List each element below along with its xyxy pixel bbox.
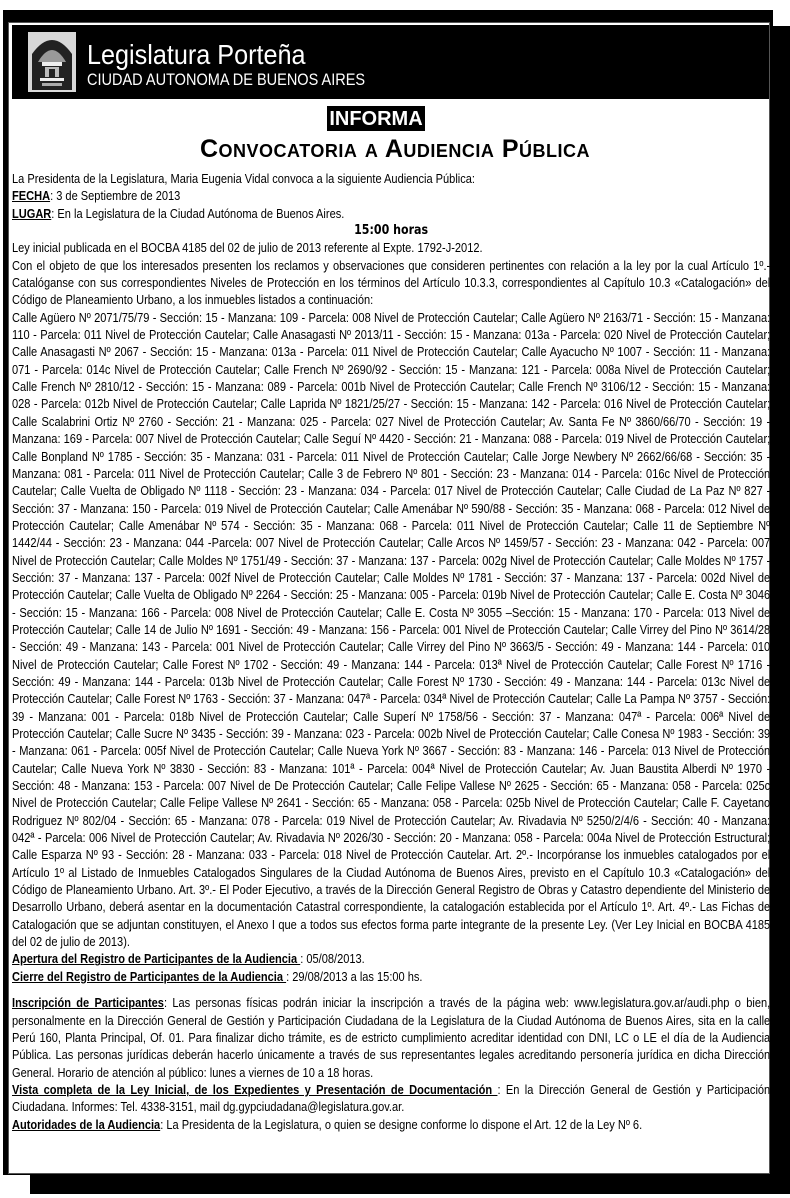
lugar-label: LUGAR xyxy=(12,205,52,221)
vista-label: Vista completa de la Ley Inicial, de los Expedientes y Presentación de Documentación xyxy=(12,1081,498,1097)
inscripcion-value: : Las personas físicas podrán iniciar la inscripción a través de la página web: www.legislatura.gov.ar/audi.php o bien, personalmente en la Dirección General de Gestión y Participación Ciudadana de la Legislatura de la Ciudad Autónoma de Buenos Aires, sita en la calle Perú 160, Planta Principal, Of. 01. Para finalizar dicho trámite, es de estricto cumplimiento acreditar identidad con DNI, LC o LE el día de la Audiencia Pública. Las personas jurídicas deberán hacerlo únicamente a través de sus representantes legales acreditando personería jurídica en dicha Dirección General. Horario de atención al público: lunes a viernes de 10 a 18 horas. xyxy=(12,995,771,1080)
inmuebles-list: Calle Agüero Nº 2071/75/79 - Sección: 15 - Manzana: 109 - Parcela: 008 Nivel de Protección Cautelar; Calle Agüero Nº 2163/71 - Sección: 15 - Manzana: 110 - Parcela: 011 Nivel de Protección Cautelar; Calle Anasagasti Nº 2013/11 - Sección: 15 - Manzana: 013a - Parcela: 020 Nivel de Protección Cautelar; Calle Anasagasti Nº 2067 - Sección: 15 - Manzana: 013a - Parcela: 011 Nivel de Protección Cautelar; Calle Ayacucho Nº 1007 - Sección: 11 - Manzana: 071 - Parcela: 014c Nivel de Protección Cautelar; Calle French Nº 2690/92 - Sección: 15 - Manzana: 121 - Parcela: 008a Nivel de Protección Cautelar; Calle French Nº 2810/12 - Sección: 15 - Manzana: 089 - Parcela: 001b Nivel de Protección Cautelar; Calle French Nº 3106/12 - Sección: 15 - Manzana: 028 - Parcela: 012b Nivel de Protección Cautelar; Calle Laprida Nº 1821/25/27 - Sección: 15 - Manzana: 142 - Parcela: 016 Nivel de Protección Cautelar; Calle Scalabrini Ortiz Nº 2760 - Sección: 21 - Manzana: 025 - Parcela: 027 Nivel de Protección Cautelar; Av. Santa Fe Nº 3860/66/70 - Sección: 19 - Manzana: 169 - Parcela: 007 Nivel de Protección Cautelar; Calle Seguí Nº 4420 - Sección: 21 - Manzana: 088 - Parcela: 019 Nivel de Protección Cautelar; Calle Bonpland Nº 1785 - Sección: 35 - Manzana: 031 - Parcela: 011 Nivel de Protección Cautelar; Calle Jorge Newbery Nº 2662/66/68 - Sección: 35 - Manzana: 081 - Parcela: 011 Nivel de Protección Cautelar; Calle 3 de Febrero Nº 801 - Sección: 23 - Manzana: 014 - Parcela: 016c Nivel de Protección Cautelar; Calle Vuelta de Obligado Nº 1118 - Sección: 23 - Manzana: 034 - Parcela: 017 Nivel de Protección Cautelar; Calle Ciudad de La Paz Nº 827 - Sección: 37 - Manzana: 150 - Parcela: 019 Nivel de Protección Cautelar; Calle Amenábar Nº 590/88 - Sección: 35 - Manzana: 068 - Parcela: 012 Nivel de Protección Cautelar; Calle Amenábar Nº 574 - Sección: 35 - Manzana: 068 - Parcela: 011 Nivel de Protección Cautelar; Calle 11 de Septiembre Nº 1442/44 - Sección: 23 - Manzana: 044 -Parcela: 007 Nivel de Protección Cautelar; Calle Arcos Nº 1459/57 - Sección: 23 - Manzana: 042 - Parcela: 007 Nivel de Protección Cautelar; Calle Moldes Nº 1751/49 - Sección: 37 - Manzana: 137 - Parcela: 002g Nivel de Protección Cautelar; Calle Moldes Nº 1757 - Sección: 37 - Manzana: 137 - Parcela: 002f Nivel de Protección Cautelar; Calle Moldes Nº 1781 - Sección: 37 - Manzana: 137 - Parcela: 002d Nivel de Protección Cautelar; Calle Vuelta de Obligado Nº 2264 - Sección: 25 - Manzana: 005 - Parcela: 019b Nivel de Protección Cautelar; Calle E. Costa Nº 3046 - Sección: 15 - Manzana: 166 - Parcela: 008 Nivel de Protección Cautelar; Calle E. Costa Nº 3055 –Sección: 15 - Manzana: 170 - Parcela: 013 Nivel de Protección Cautelar; Calle 14 de Julio Nº 1691 - Sección: 49 - Manzana: 156 - Parcela: 001 Nivel de Protección Cautelar; Calle Virrey del Pino Nº 3614/28 - Sección: 49 - Manzana: 143 - Parcela: 001 Nivel de Protección Cautelar; Calle Virrey del Pino Nº 3663/5 - Sección: 49 - Manzana: 144 - Parcela: 010 Nivel de Protección Cautelar; Calle Forest Nº 1702 - Sección: 49 - Manzana: 144 - Parcela: 013ª Nivel de Protección Cautelar; Calle Forest Nº 1716 - Sección: 49 - Manzana: 144 - Parcela: 013b Nivel de Protección Cautelar; Calle Forest Nº 1730 - Sección: 49 - Manzana: 144 - Parcela: 013c Nivel de Protección Cautelar; Calle Forest Nº 1763 - Sección: 37 - Manzana: 047ª - Parcela: 034ª Nivel de Protección Cautelar; Calle La Pampa Nº 3757 - Sección: 39 - Manzana: 001 - Parcela: 018b Nivel de Protección Cautelar; Calle Superí Nº 1758/56 - Sección: 37 - Manzana: 047ª - Parcela: 006ª Nivel de Protección Cautelar; Calle Sucre Nº 3435 - Sección: 39 - Manzana: 023 - Parcela: 002b Nivel de Protección Cautelar; Calle Conesa Nº 1983 - Sección: 39 - Manzana: 061 - Parcela: 005f Nivel de Protección Cautelar; Calle Nueva York Nº 3667 - Sección: 83 - Manzana: 146 - Parcela: 013 Nivel de Protección Cautelar; Calle Nueva York Nº 3830 - Sección: 83 - Manzana: 101ª - Parcela: 004ª Nivel de Protección Cautelar; Av. Juan Baustita Alberdi Nº 1970 - Sección: 48 - Manzana: 153 - Parcela: 007 Nivel de De Protección Cautelar; Calle Felipe Vallese Nº 2625 - Sección: 65 - Manzana: 058 - Parcela: 025c Nivel de Protección Cautelar; Calle Felipe Vallese Nº 2641 - Sección: 65 - Manzana: 058 - Parcela: 025b Nivel de Protección Cautelar; Calle F. Cayetano Rodriguez Nº 802/04 - Sección: 65 - Manzana: 078 - Parcela: 019 Nivel de Protección Cautelar; Av. Rivadavia Nº 5250/2/4/6 - Sección: 40 - Manzana: 042ª - Parcela: 006 Nivel de Protección Cautelar; Av. Rivadavia Nº 2026/30 - Sección: 20 - Manzana: 058 - Parcela: 004a Nivel de Protección Estructural; Calle Esparza Nº 93 - Sección: 28 - Manzana: 033 - Parcela: 018 Nivel de Protección Cautelar. Art. 2º.- Incorpóranse los inmuebles catalogados por el Artículo 1º al Listado de Inmuebles Catalogados Singulares de la Ciudad Autónoma de Buenos Aires, previsto en el Capítulo 10.3 «Catalogación» del Código de Planeamiento Urbano. Art. 3º.- El Poder Ejecutivo, a través de la Dirección General Registro de Obras y Catastro dependiente del Ministerio de Desarrollo Urbano, deberá asentar en la documentación Catastral correspondiente, la catalogación establecida por el Artículo 1º. Art. 4º.- Las Fichas de Catalogación que se adjuntan constituyen, el Anexo I que a todos sus efectos forma parte integrante de la presente Ley. (Ver Ley Inicial en BOCBA 4185 del 02 de julio de 2013). xyxy=(12,309,771,950)
apertura-value: : 05/08/2013. xyxy=(300,951,365,967)
intro-text: La Presidenta de la Legislatura, Maria Eugenia Vidal convoca a la siguiente Audiencia Pública: xyxy=(12,171,475,186)
fecha-value: : 3 de Septiembre de 2013 xyxy=(50,188,181,204)
fecha-label: FECHA xyxy=(12,188,51,204)
vista-paragraph xyxy=(12,1081,770,1116)
header-title: Legislatura Porteña xyxy=(87,39,306,70)
autoridades-label: Autoridades de la Audiencia xyxy=(12,1116,161,1132)
legislature-building-logo-icon xyxy=(28,32,76,92)
vista-value: : En la Dirección General de Gestión y Participación Ciudadana. Informes: Tel. 4338-3151, mail dg.gypciudadana@legislatura.gov.ar. xyxy=(12,1081,771,1115)
autoridades-paragraph xyxy=(12,1116,770,1133)
header-banner xyxy=(12,25,769,99)
header-subtitle: CIUDAD AUTONOMA DE BUENOS AIRES xyxy=(87,71,366,89)
inscripcion-paragraph xyxy=(12,994,770,1081)
cierre-line xyxy=(12,968,770,985)
fecha-line xyxy=(12,187,770,204)
objeto-paragraph: Con el objeto de que los interesados presenten los reclamos y observaciones que consideren pertinentes con relación a la ley por la cual Artículo 1º.- Catalóganse con sus correspondientes Niveles de Protección en los términos del Artículo 10.3.3, correspondientes al Capítulo 10.3 «Catalogación» del Código de Planeamiento Urbano, a los inmuebles listados a continuación: xyxy=(12,257,771,308)
notice-body xyxy=(12,170,770,1133)
cierre-value: : 29/08/2013 a las 15:00 hs. xyxy=(286,968,423,984)
notice-title: Convocatoria a Audiencia Pública xyxy=(199,135,591,163)
lugar-value: : En la Legislatura de la Ciudad Autónoma de Buenos Aires. xyxy=(51,205,345,221)
autoridades-value: : La Presidenta de la Legislatura, o quien se designe conforme lo dispone el Art. 12 de la Ley Nº 6. xyxy=(160,1116,643,1132)
hora: 15:00 horas xyxy=(354,223,429,239)
inscripcion-label: Inscripción de Participantes xyxy=(12,995,164,1011)
ley-inicial: Ley inicial publicada en el BOCBA 4185 del 02 de julio de 2013 referente al Expte. 1792-J-2012. xyxy=(12,240,483,256)
cierre-label: Cierre del Registro de Participantes de la Audiencia xyxy=(12,968,287,984)
lugar-line xyxy=(12,205,770,222)
informa-badge: INFORMA xyxy=(327,106,425,131)
apertura-line xyxy=(12,950,770,967)
apertura-label: Apertura del Registro de Participantes de la Audiencia xyxy=(12,951,301,967)
